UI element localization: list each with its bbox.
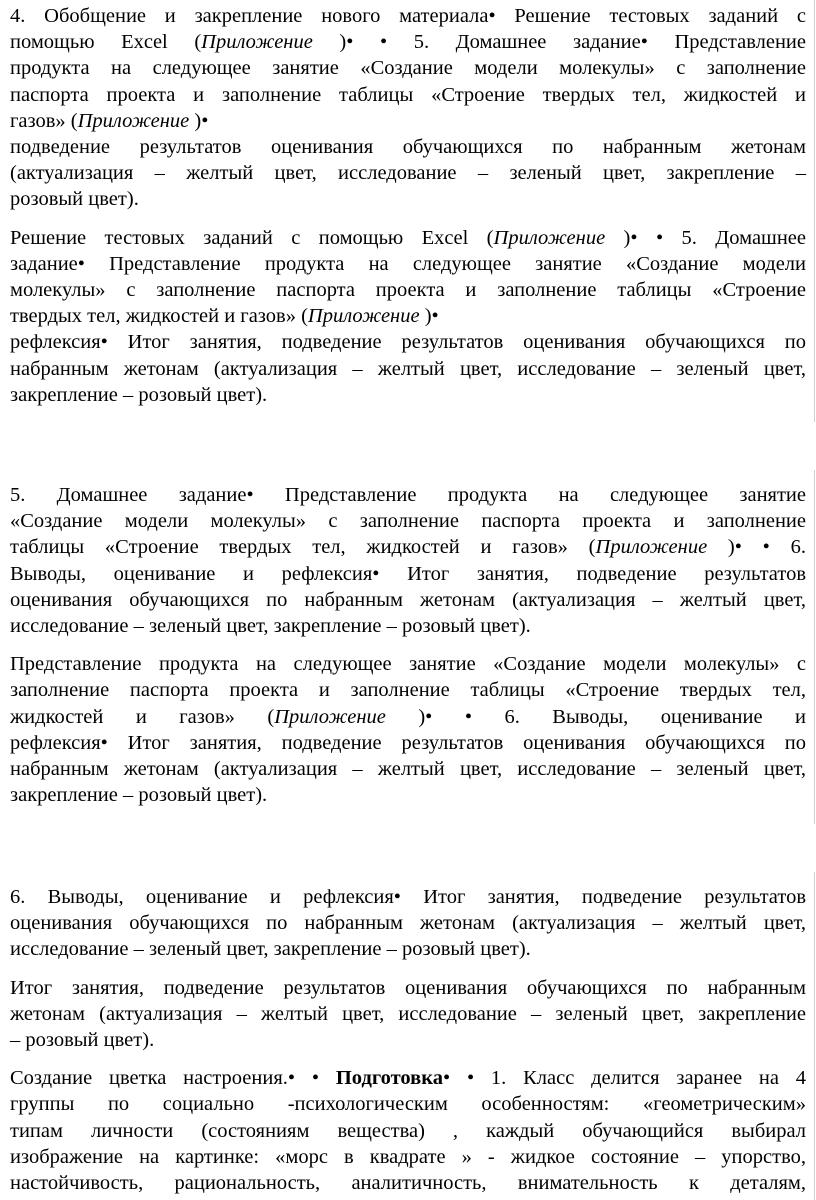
paragraph — [0, 872, 814, 963]
text-line: задание• Представление продукта на следующее занятие «Создание модели — [10, 252, 806, 275]
text-line: заполнение паспорта проекта и заполнение таблицы «Строение твердых тел, — [10, 679, 806, 702]
text-line: изображение на картинке: «морс в квадрате » - жидкое состояние – упорство, — [10, 1145, 806, 1168]
appendix-reference: Приложение — [201, 31, 313, 54]
text-line: оценивания обучающихся по набранным жетонам (актуализация – желтый цвет, — [10, 588, 806, 611]
text-line: подведение результатов оценивания обучающихся по набранным жетонам — [10, 136, 806, 159]
text-line: помощью Excel (Приложение )• • 5. Домашнее задание• Представление — [10, 31, 806, 54]
text-line: 4. Обобщение и закрепление нового материала• Решение тестовых заданий с — [10, 5, 806, 27]
text-line: исследование – зеленый цвет, закрепление – розовый цвет). — [10, 615, 531, 638]
text-line: Выводы, оценивание и рефлексия• Итог занятия, подведение результатов — [10, 562, 806, 585]
text-line: молекулы» с заполнение паспорта проекта и заполнение таблицы «Строение — [10, 279, 806, 302]
text-line: рефлексия• Итог занятия, подведение результатов оценивания обучающихся по — [10, 331, 806, 354]
text-line: рефлексия• Итог занятия, подведение результатов оценивания обучающихся по — [10, 731, 806, 754]
text-line: Итог занятия, подведение результатов оценивания обучающихся по набранным — [10, 976, 806, 999]
appendix-reference: Приложение — [77, 109, 190, 132]
text-line: продукта на следующее занятие «Создание модели молекулы» с заполнение — [10, 57, 806, 80]
text-line: набранным жетонам (актуализация – желтый цвет, исследование – зеленый цвет, — [10, 758, 806, 781]
text-line: закрепление – розовый цвет). — [10, 784, 268, 807]
text-line: 6. Выводы, оценивание и рефлексия• Итог занятия, подведение результатов — [10, 886, 806, 908]
appendix-reference: Приложение — [493, 226, 606, 249]
text-line: закрепление – розовый цвет). — [10, 383, 268, 406]
paragraph — [0, 225, 814, 408]
text-line: набранным жетонам (актуализация – желтый цвет, исследование – зеленый цвет, — [10, 357, 806, 380]
paragraph — [0, 0, 814, 213]
text-line: твердых тел, жидкостей и газов» (Приложение )• — [10, 305, 439, 328]
appendix-reference: Приложение — [307, 305, 420, 328]
appendix-reference: Приложение — [595, 536, 708, 559]
text-line: жидкостей и газов» (Приложение )• • 6. Выводы, оценивание и — [10, 705, 806, 728]
text-line: исследование – зеленый цвет, закрепление – розовый цвет). — [10, 938, 531, 961]
text-line: Решение тестовых заданий с помощью Excel (Приложение )• • 5. Домашнее — [10, 226, 806, 249]
paragraph — [0, 1065, 814, 1196]
paragraph — [0, 651, 814, 808]
text-line: (актуализация – желтый цвет, исследование – зеленый цвет, закрепление – — [10, 162, 806, 185]
text-line: 5. Домашнее задание• Представление продукта на следующее занятие — [10, 484, 806, 506]
paragraph — [0, 975, 814, 1054]
text-line: Представление продукта на следующее занятие «Создание модели молекулы» с — [10, 653, 806, 676]
appendix-reference: Приложение — [274, 705, 386, 728]
text-line: типам личности (состояниям вещества) , каждый обучающийся выбирал — [10, 1119, 806, 1142]
text-line: розовый цвет). — [10, 188, 139, 211]
text-line: газов» (Приложение )• — [10, 109, 209, 132]
text-line: таблицы «Строение твердых тел, жидкостей и газов» (Приложение )• • 6. — [10, 536, 806, 559]
preparation-heading: Подготовка — [335, 1067, 443, 1090]
text-line: Создание цветка настроения.• • Подготовка• • 1. Класс делится заранее на 4 — [10, 1067, 806, 1090]
slide-text-block-1 — [0, 0, 815, 422]
text-line: настойчивость, рациональность, аналитичность, внимательность к деталям, — [10, 1172, 806, 1195]
text-line: группы по социально -психологическим особенностям: «геометрическим» — [10, 1093, 806, 1116]
text-line: паспорта проекта и заполнение таблицы «Строение твердых тел, жидкостей и — [10, 83, 806, 106]
text-line: жетонам (актуализация – желтый цвет, исследование – зеленый цвет, закрепление — [10, 1002, 806, 1025]
text-line: оценивания обучающихся по набранным жетонам (актуализация – желтый цвет, — [10, 912, 806, 935]
paragraph — [0, 470, 814, 639]
text-line: – розовый цвет). — [10, 1029, 155, 1052]
slide-text-block-3 — [0, 872, 815, 1200]
text-line: «Создание модели молекулы» с заполнение паспорта проекта и заполнение — [10, 510, 806, 533]
slide-text-block-2 — [0, 470, 815, 824]
